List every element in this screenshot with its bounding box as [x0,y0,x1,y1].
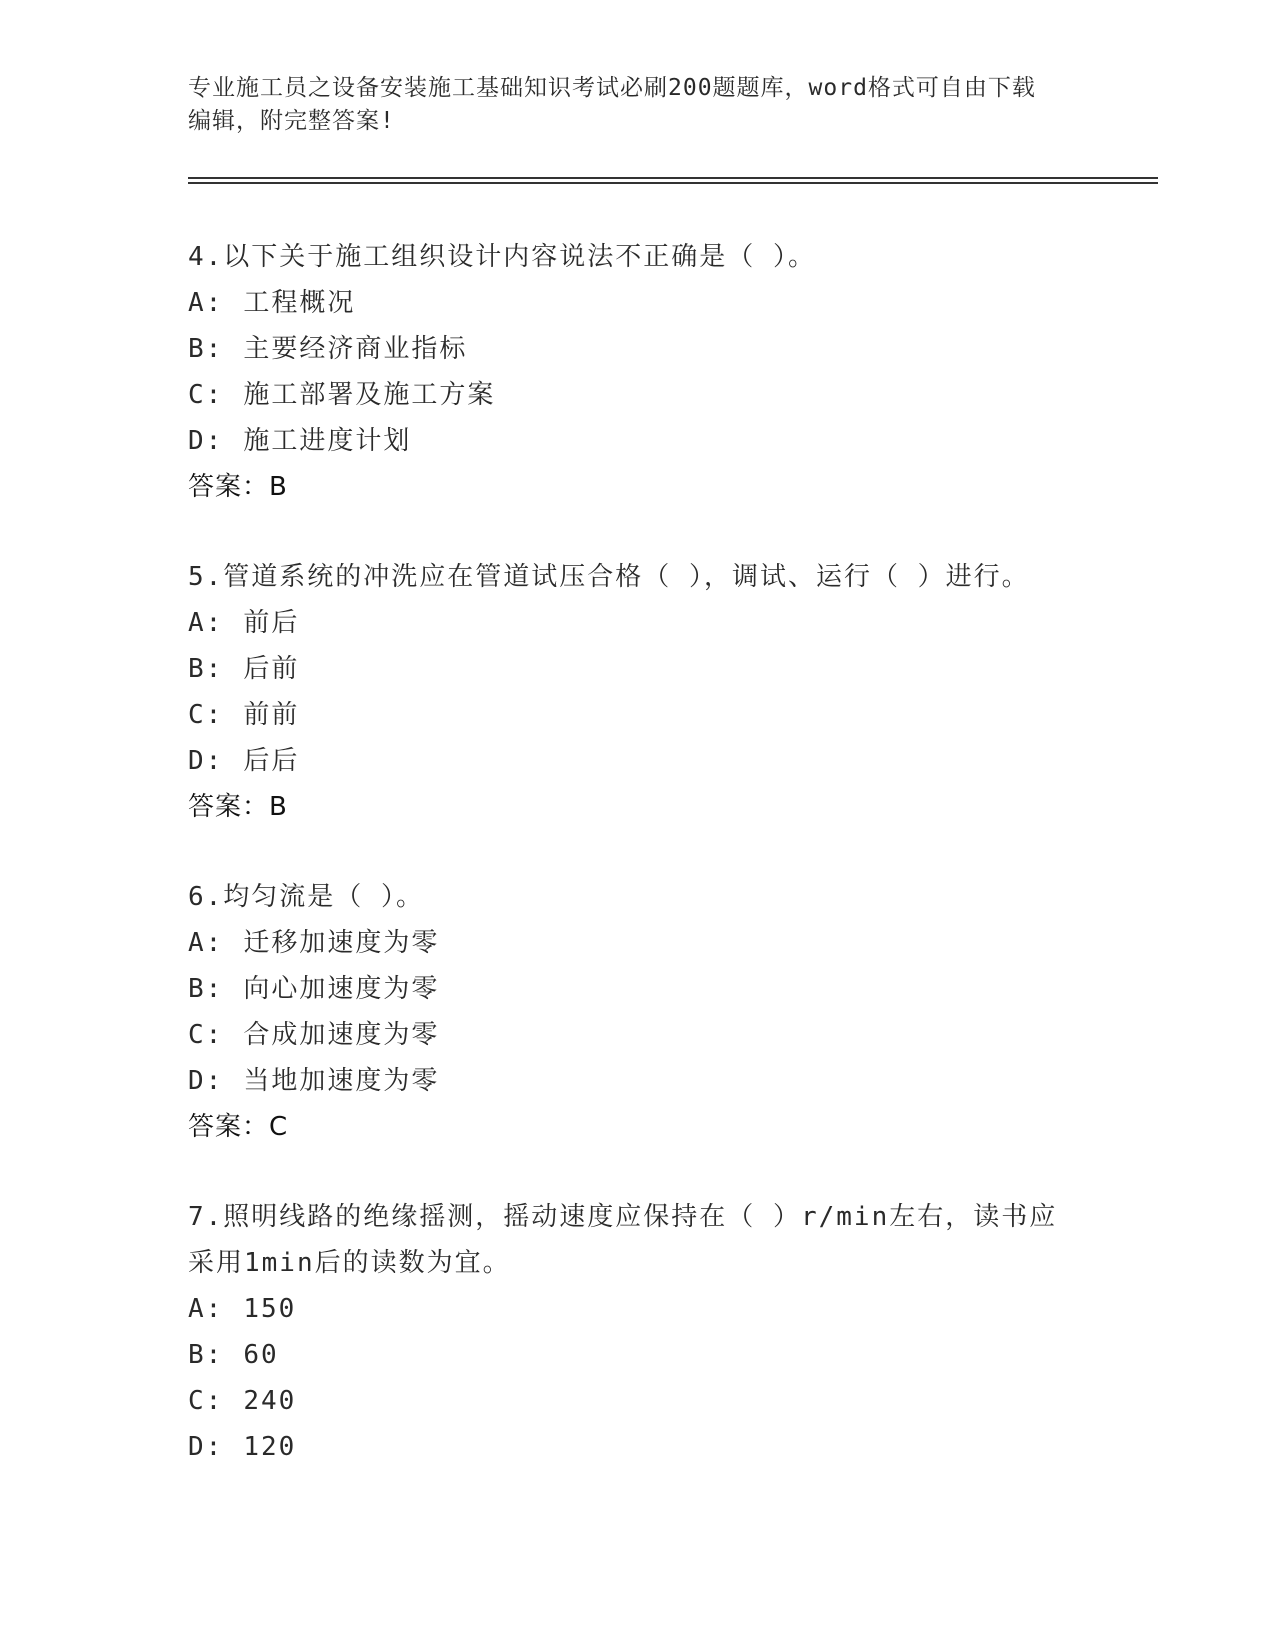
option-a [188,1286,1068,1332]
option-d [188,418,1068,464]
header-rule-bottom [188,182,1158,184]
question-5 [188,554,1068,830]
option-b [188,326,1068,372]
option-b [188,646,1068,692]
document-header [188,72,1068,138]
option-key: B: [188,1340,224,1370]
option-a [188,920,1068,966]
option-key: A: [188,928,224,958]
question-6 [188,874,1068,1150]
answer-line: 答案：C [188,1112,289,1142]
option-b [188,1332,1068,1378]
option-a [188,600,1068,646]
option-key: C: [188,700,224,730]
option-text: 迁移加速度为零 [243,928,440,958]
option-text: 当地加速度为零 [243,1066,440,1096]
option-b [188,966,1068,1012]
option-c [188,692,1068,738]
option-key: D: [188,1066,224,1096]
option-text: 后后 [243,746,300,776]
option-text: 后前 [243,654,300,684]
header-rule-top [188,177,1158,179]
option-key: A: [188,608,224,638]
option-key: D: [188,746,224,776]
option-key: C: [188,1386,224,1416]
question-4 [188,234,1068,510]
question-stem-line-2: 采用1min后的读数为宜。 [188,1248,511,1278]
option-text: 前后 [243,608,300,638]
option-key: D: [188,426,224,456]
option-key: C: [188,380,224,410]
option-c [188,1012,1068,1058]
option-text: 施工部署及施工方案 [243,380,496,410]
header-line-1: 专业施工员之设备安装施工基础知识考试必刷200题题库，word格式可自由下载 [188,75,1036,101]
option-text: 施工进度计划 [243,426,412,456]
option-text: 向心加速度为零 [243,974,440,1004]
option-d [188,1424,1068,1470]
option-c [188,1378,1068,1424]
question-stem: 6.均匀流是（ ）。 [188,882,424,912]
option-key: B: [188,334,224,364]
option-d [188,1058,1068,1104]
option-text: 主要经济商业指标 [243,334,468,364]
option-text: 120 [243,1432,297,1462]
option-text: 合成加速度为零 [243,1020,440,1050]
option-key: A: [188,1294,224,1324]
header-line-2: 编辑，附完整答案! [188,108,395,134]
question-stem: 4.以下关于施工组织设计内容说法不正确是（ ）。 [188,242,816,272]
question-stem: 5.管道系统的冲洗应在管道试压合格（ ），调试、运行（ ）进行。 [188,562,1030,592]
option-key: C: [188,1020,224,1050]
answer-line: 答案：B [188,792,288,822]
option-text: 工程概况 [243,288,356,318]
option-key: B: [188,654,224,684]
option-text: 150 [243,1294,297,1324]
option-a [188,280,1068,326]
option-text: 前前 [243,700,300,730]
option-d [188,738,1068,784]
option-key: D: [188,1432,224,1462]
option-text: 240 [243,1386,297,1416]
answer-line: 答案：B [188,472,288,502]
question-stem-line-1: 7.照明线路的绝缘摇测，摇动速度应保持在（ ）r/min左右，读书应 [188,1202,1058,1232]
option-text: 60 [243,1340,279,1370]
question-7 [188,1194,1068,1470]
option-key: B: [188,974,224,1004]
option-c [188,372,1068,418]
option-key: A: [188,288,224,318]
